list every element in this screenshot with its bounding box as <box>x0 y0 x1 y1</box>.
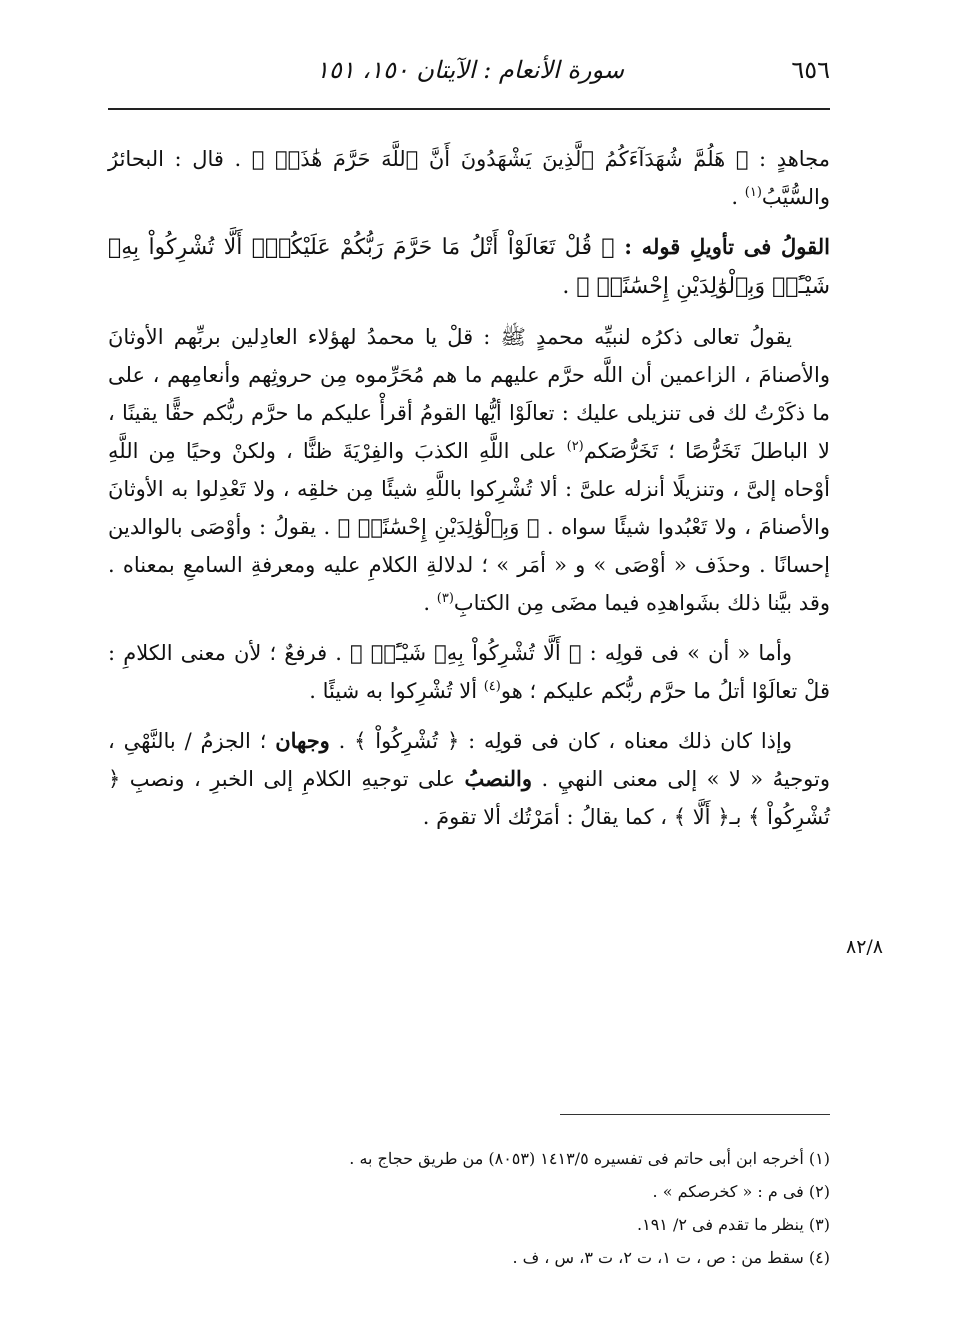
heading-verse: ﴿ قُلْ تَعَالَوْاْ أَتْلُ مَا حَرَّمَ رَبُّكُمْ عَلَيْكُمْۖ أَلَّا تُشْرِكُواْ بِهِۦ شَيْـًٔاۖ وَبِٱلْوَٰلِدَيْنِ إِحْسَٰنًاۖ ﴾ . <box>108 235 830 299</box>
paragraph-3-text-a: وأما « أن » فى قولِه : ﴿ أَلَّا تُشْرِكُواْ بِهِۦ شَيْـًٔاۖ ﴾ . فرفعٌ ؛ لأن معنى الكلامِ : قلْ تعالَوْا أتلُ ما حرَّم ربُّكم عليكم ؛ هو <box>108 641 830 703</box>
footnote-rule <box>560 1114 830 1115</box>
paragraph-1-text: مجاهدٍ : ﴿ هَلُمَّ شُهَدَآءَكُمُ ٱلَّذِينَ يَشْهَدُونَ أَنَّ ٱللَّهَ حَرَّمَ هَٰذَاۖ ﴾ . قال : البحائرُ والسُّيَّبُ <box>108 147 830 209</box>
margin-reference: ٨٢/٨ <box>846 936 884 958</box>
page-header <box>110 52 830 96</box>
paragraph-1-end: . <box>731 185 745 209</box>
paragraph-2 <box>108 318 830 622</box>
page-number: ٦٥٦ <box>791 56 830 84</box>
heading-label: القولُ فى تأويلِ قوله : <box>614 234 830 259</box>
paragraph-4-text-a: وإذا كان ذلك معناه ، كان فى قولِه : ﴿ تُشْرِكُواْ ﴾ . <box>329 729 792 753</box>
main-text <box>108 140 830 848</box>
paragraph-4 <box>108 722 830 836</box>
footnote-1: (١) أخرجه ابن أبى حاتم فى تفسيره ١٤١٣/٥ (٨٠٥٣) من طريق حجاج به . <box>349 1149 830 1168</box>
footnote-ref-4: (٤) <box>483 679 501 694</box>
footnotes <box>200 1142 830 1274</box>
section-heading <box>108 228 830 306</box>
paragraph-2-text-a: يقولُ تعالى ذكرُه لنبيِّه محمدٍ ﷺ : قلْ يا محمدُ لهؤلاء العادِلين بربِّهم الأوثانَ والأصنامَ ، الزاعمين أن اللَّه حرَّم عليهم ما هم مُحَرِّموه مِن حروثِهم وأنعامِهم ، على ما ذكَرْتُ لك فى تنزيلى عليك : تعالَوْا أيُّها القومُ أقرأْ عليكم ما حرَّم ربُّكم حقًّا يقينًا ، لا الباطلَ تَخَرُّصًا ؛ تَخَرُّصَكم <box>108 325 830 463</box>
paragraph-4-bold-1: وجهان <box>275 728 330 753</box>
paragraph-4-bold-2: والنصبُ <box>464 766 533 791</box>
paragraph-2-text-b: على اللَّهِ الكذبَ والفِرْيَةَ ظنًّا ، ولكنْ وحيًا مِن اللَّهِ أوْحاه إلىَّ ، وتنزيلًا أنزله علىَّ : ألا تُشْرِكوا باللَّهِ شيئًا مِن خلقِه ، ولا تَعْدِلوا به الأوثانَ والأصنامَ ، ولا تَعْبُدوا شيئًا سواه . ﴿ وَبِٱلْوَٰلِدَيْنِ إِحْسَٰنًاۖ ﴾ . يقولُ : وأوْصَى بالوالدين إحسانًا . وحذَف « أوْصَى » و « أمَر » ؛ لدلالةِ الكلامِ عليه ومعرفةِ السامعِ بمعناه . وقد بيَّنا ذلك بشَواهدِه فيما مضَى مِن الكتابِ <box>108 439 830 615</box>
paragraph-1 <box>108 140 830 216</box>
paragraph-3 <box>108 634 830 710</box>
footnote-ref-1: (١) <box>744 185 762 200</box>
footnote-ref-3: (٣) <box>436 591 454 606</box>
paragraph-3-text-b: ألا تُشْرِكوا به شيئًا . <box>309 679 484 703</box>
running-title: سورة الأنعام : الآيتان ١٥٠، ١٥١ <box>316 56 624 84</box>
paragraph-4-text-b: ؛ الجزمُ / بالنَّهْىِ ، وتوجيهُ « لا » إلى معنى النهيِ . <box>108 729 831 791</box>
footnote-3: (٣) ينظر ما تقدم فى ٢/ ١٩١. <box>637 1215 830 1234</box>
paragraph-4-text-c: على توجيهِ الكلامِ إلى الخبرِ ، ونصبِ ﴿ تُشْرِكُواْ ﴾ بـ﴿ أَلَّا ﴾ ، كما يقالُ : أمَرْتُك ألا تقومَ . <box>108 767 830 829</box>
footnote-ref-2: (٢) <box>566 439 584 454</box>
paragraph-2-end: . <box>423 591 437 615</box>
footnote-4: (٤) سقط من : ص ، ت ١، ت ٢، ت ٣، س ، ف . <box>512 1248 830 1267</box>
footnote-2: (٢) فى م : « كخرصكم » . <box>652 1182 830 1201</box>
header-rule <box>108 108 830 110</box>
